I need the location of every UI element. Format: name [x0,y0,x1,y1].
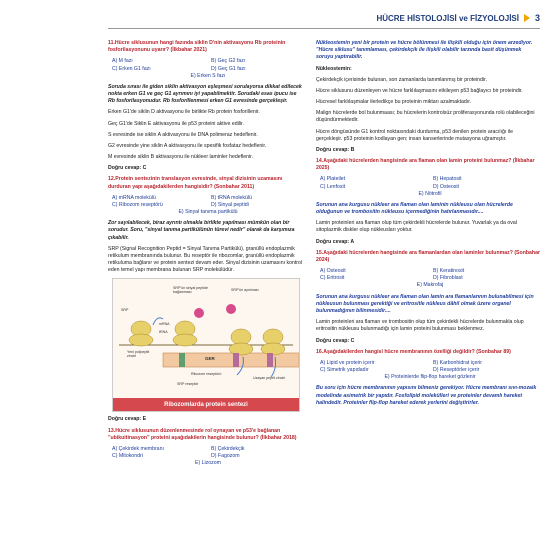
question-11: 11.Hücre siklusunun hangi fazında siklin D'nin aktivasyonu Rb proteinin fosforilasyonunu uyarır? (İlkbahar 2021) [108,40,286,54]
explanation-paragraph: Çekirdekçik içerisinde bulunan, son zamanlarda tanımlanmış bir proteindir. [316,76,487,83]
option: D) Fibroblast [433,275,463,282]
section-heading: Nükleostemin: [316,65,352,72]
option: E) Lizozom [195,460,221,467]
option: A) Osteosit [320,268,346,275]
question-15: 15.Aşağıdaki hücrelerden hangisinde ara flamanlardan olan laminler bulunmaz? (Sonbahar 2024) [316,249,540,263]
header-title: HÜCRE HİSTOLOJİSİ ve FİZYOLOJİSİ [376,13,519,23]
page-header [300,10,540,26]
figure-label: SRP'ün ayrılması [231,288,259,293]
explanation-paragraph: M evresinde siklin B aktivasyonu ile nükleer laminler hedeflenir. [108,154,254,161]
explanation-paragraph: Hücre siklusunu düzenleyen ve hücre farklılaşmasını etkileyen p53 bağlayıcı bir proteindir. [316,87,523,94]
question-15-options [320,268,540,290]
explanation-paragraph: Lamin proteinleri ara flaman olup tüm çekirdekli hücrelerde bulunur. Yuvarlak ya da oval sitoplazmik diskler olup nükleusları yoktur. [316,220,517,234]
option: B) Çekirdekçik [211,445,245,452]
option: A) Plateilet [320,176,346,183]
option: E) Erken S fazı [190,72,226,79]
page-number: 3 [534,13,540,23]
explanation-paragraph: S evresinde ise siklin A aktivasyonu ile DNA polimeraz hedeflenir. [108,131,258,138]
triangle-marker-icon [524,14,530,22]
option: B) Karbonhidrat içerir [433,359,483,366]
option: E) Makrofaj [416,282,444,289]
explanation-paragraph: G2 evresinde yine siklin A aktivasyonu ile spesifik fosfataz hedeflenir. [108,142,267,149]
explanation-intro: Nükleostemin yeni bir protein ve hücre bölünmesi ile ilişkili olduğu için önem arzediyor. "Hücre siklusu" tanımlaması, çekirdekçik ile ilişkili olabilir tarzında basit düşünmek soruyu yaptırabilir. [316,40,533,61]
option: B) Geç G2 fazı [211,58,246,65]
left-column [108,40,304,472]
option: C) Lenfosit [320,183,346,190]
figure-label: Ribozom reseptörü [191,372,222,377]
explanation-intro: Soruda sırası ile giden siklin aktivasyon eşleşmesi sorulayorsa dikkat edilecek nokta erken G1 ve geç G1 ayrımını iyi yapabilmektir. Sorudaki esas ipucu ise Rb fosforilasyonudur. Rb fosforillenmesi erken G1 evresinde gerçekleşir. [108,83,302,105]
explanation-intro: Zor sayılabilecek, biraz ayrıntı olmakla birlikte yapılması mümkün olan bir sorudur. Soru, "sinyal tanıma partikülünün türevi nedir" olarak da karşımıza çıkabilir. [108,220,295,241]
answer: Doğru cevap: C [316,337,355,344]
figure-label: SRP reseptör [177,382,199,387]
option: A) Lipid ve protein içerir [320,359,375,366]
question-13: 13.Hücre siklusunun düzenlenmesinde rol oynayan ve p53'e bağlanan "ubikuitinasyon" proteini aşağıdakilerin hangisinde bulunur? (İlkbahar 2018) [108,427,297,441]
figure-label: GER [205,356,215,362]
answer: Doğru cevap: C [108,165,147,172]
answer: Doğru cevap: B [316,146,355,153]
option: A) Çekirdek membranı [112,445,164,452]
option: C) Mitokondri [112,453,143,460]
option: C) Simetrik yapıdadır [320,367,369,374]
explanation-paragraph: Geç G1'de Siklin E aktivasyonu ile p53 proteini aktive edilir. [108,120,244,127]
figure-label: mRNA [159,322,170,327]
explanation-paragraph: Malign hücrelerde bol bulunmaası; bu hücrelerin kontrolsüz proliferasyonunda rolü olabileceğini düşündürmektedir. [316,110,535,124]
figure-label: Uzayan peptit zinciri [253,376,286,381]
figure-label: SRP'ün sinyal peptide bağlanması [173,286,209,295]
option: C) Erken G1 fazı [112,65,151,72]
option: D) Osteosit [433,183,459,190]
option: D) Sinyal peptidi [211,201,249,208]
answer: Doğru cevap: E [108,416,147,423]
explanation-paragraph: Hücresel farklılaşmalar ilerledikçe bu proteinin miktarı azalmaktadır. [316,99,472,106]
figure-label: SRP [121,308,129,313]
option: A) mRNA molekülü [112,194,156,201]
explanation-paragraph: Erken G1'de siklin D aktivasyonu ile birlikte Rb protein fosforillenir. [108,109,260,116]
question-16-options [320,360,540,382]
option: E) Sinyal tanıma partikülü [178,209,238,216]
question-13-options [112,446,304,468]
option: D) Fagozom [211,453,240,460]
question-12-options [112,195,304,217]
option: E) Nötrofil [418,190,442,197]
option: D) Reseptörler içerir [433,367,480,374]
header-divider [108,28,540,29]
option: E) Proteinlerde flip-flop hareket gözlenir [384,374,476,381]
ribosome-diagram [113,279,299,399]
question-16: 16.Aşağıdakilerden hangisi hücre membranının özelliği değildir? (Sonbahar 89) [316,348,511,355]
option: B) tRNA molekülü [211,194,252,201]
explanation-paragraph: SRP (Signal Recognition Peptid = Sinyal Tanıma Partikülü), granüllü endoplazmik retikulum membranında bulunur. Bu reseptör ile ribozomlar, granüllü endoplazmik retikuluma bağlanır ve protein sentezi devam eder. Sinyal dizisinin uzamasını kontrol eden temel yapı membrana bulunan SRP molekülüdür. [108,245,303,274]
explanation-intro: Sorunun ana kurgusu nükleer ara flaman olan lamin ara flamanlarının bulunabilmesi için nükleusun bulunması gerektiği ve eritrositle nükleus dâhil olmak üzere organel bulunmadığının bilinmesidir.... [316,293,534,314]
option: A) M fazı [112,58,133,65]
figure-title: Ribozomlarda protein sentezi [113,398,299,411]
option: B) Hepatosit [433,176,462,183]
question-14-options [320,176,540,198]
option: C) Ribozom reseptörü [112,201,163,208]
explanation-intro: Sorunun ana kurgusu nükleer ara flaman olan laminin nükleusu olan hücrelerde olduğunun ve trombositin nükleusu içermediğinin hatırlanmasıdır.... [316,201,513,216]
figure-label: Yeni polipeptit zinciri [127,350,150,359]
option: D) Geç G1 fazı [211,65,246,72]
explanation-paragraph: Hücre döngüsünde G1 kontrol noktasındaki durdurma, p53 denilen protein aracılığı ile gerçekleşir. p53 proteinin kodlayan gen; insan kanserlerinde mutasyona uğramıştır. [316,128,513,142]
option: C) Eritrosit [320,275,345,282]
explanation-intro: Bu soru için hücre membranının yapısını bilmeniz gerekiyor. Hücre membranı sıvı-mozaik modelinde asimetrik bir yapıdır. Fosfolipid molekülleri ve proteinler devamlı hareket halindedir. Proteinler flip-flop hareket ederek yerlerini değiştirirler. [316,385,537,406]
protein-synthesis-figure [112,278,300,412]
right-column [316,40,540,411]
explanation-paragraph: Lamin proteinleri ara flaman ve trombositin olup tüm çekirdekli hücrelerde bulunmakla olup eritrositin nükleusu bulunmadığı için lamin proteini bulunması beklenmez. [316,319,524,333]
question-11-options [112,58,304,80]
answer: Doğru cevap: A [316,238,355,245]
option: B) Keratinosit [433,268,465,275]
question-12: 12.Protein sentezinin translasyon evresinde, sinyal dizisinin uzamasını durduran yapı aşağıdakilerden hangisidir? (Sonbahar 2011) [108,176,283,190]
question-14: 14.Aşağıdaki hücrelerden hangisinde ara flaman olan lamin proteini bulunmaz? (İlkbahar 2025) [316,158,535,172]
figure-label: tRNA [159,330,168,335]
